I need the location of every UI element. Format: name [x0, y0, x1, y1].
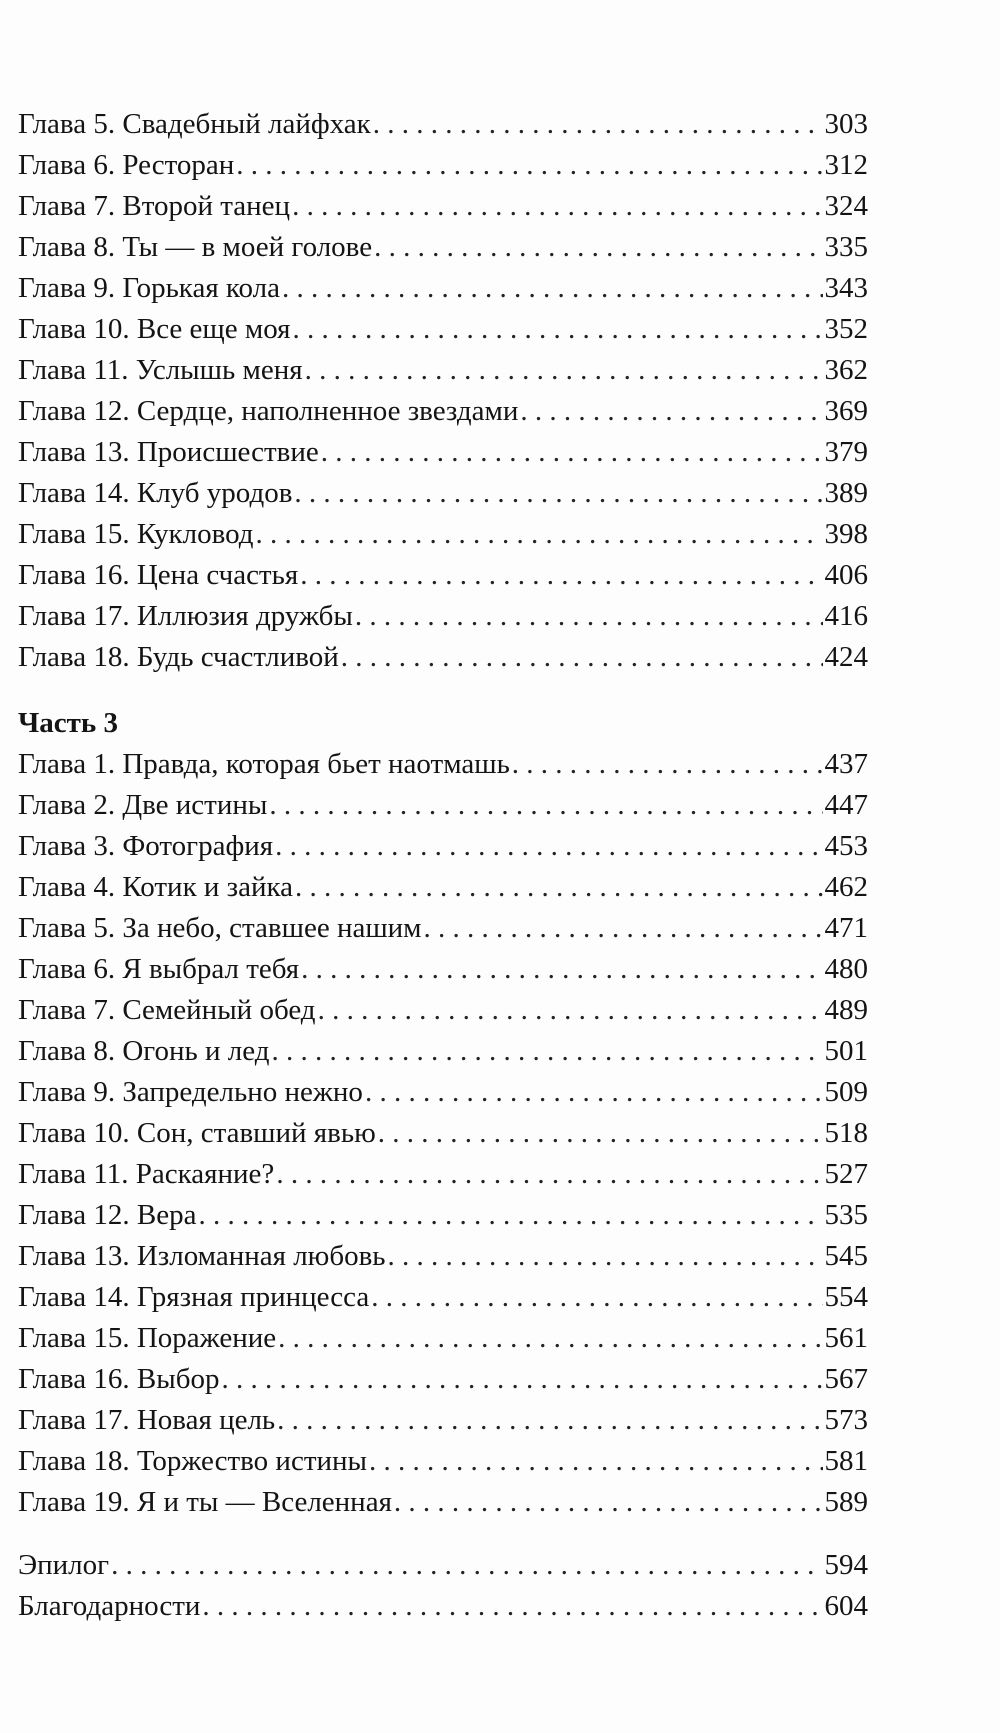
chapter-title: Глава 6. Ресторан [18, 149, 235, 181]
page-number: 561 [824, 1322, 868, 1354]
toc-row [18, 990, 868, 1031]
dot-leader [236, 145, 822, 186]
dot-leader [292, 186, 822, 227]
toc-row [18, 744, 868, 785]
page-number: 471 [824, 912, 868, 944]
chapter-title: Глава 19. Я и ты — Вселенная [18, 1486, 392, 1518]
chapter-title: Глава 9. Запредельно нежно [18, 1076, 363, 1108]
chapter-title: Глава 5. За небо, ставшее нашим [18, 912, 422, 944]
chapter-title: Глава 2. Две истины [18, 789, 268, 821]
page-number: 379 [824, 436, 868, 468]
toc-row-acknowledgements [18, 1586, 868, 1627]
toc-row [18, 514, 868, 555]
chapter-title: Глава 7. Семейный обед [18, 994, 316, 1026]
page-number: 581 [824, 1445, 868, 1477]
page-number: 589 [824, 1486, 868, 1518]
dot-leader [293, 309, 823, 350]
dot-leader [369, 1441, 822, 1482]
dot-leader [300, 555, 822, 596]
page-number: 554 [824, 1281, 868, 1313]
page-number: 604 [824, 1590, 868, 1622]
dot-leader [305, 350, 823, 391]
chapter-title: Глава 9. Горькая кола [18, 272, 280, 304]
dot-leader [277, 1400, 822, 1441]
chapter-title: Глава 16. Цена счастья [18, 559, 299, 591]
toc-row [18, 309, 868, 350]
page-number: 453 [824, 830, 868, 862]
chapter-title: Глава 14. Клуб уродов [18, 477, 293, 509]
chapter-title: Глава 17. Иллюзия дружбы [18, 600, 353, 632]
toc-row [18, 867, 868, 908]
dot-leader [394, 1482, 823, 1523]
page-number: 573 [824, 1404, 868, 1436]
part-heading: Часть 3 [18, 707, 118, 739]
dot-leader [271, 1031, 822, 1072]
dot-leader [275, 826, 822, 867]
page-number: 462 [824, 871, 868, 903]
page-number: 489 [824, 994, 868, 1026]
page-number: 416 [824, 600, 868, 632]
toc-row [18, 555, 868, 596]
dot-leader [278, 1318, 822, 1359]
toc-row [18, 227, 868, 268]
page-number: 545 [824, 1240, 868, 1272]
dot-leader [424, 908, 823, 949]
chapter-title: Глава 11. Раскаяние? [18, 1158, 275, 1190]
chapter-title: Глава 8. Ты — в моей голове [18, 231, 373, 263]
toc-row [18, 432, 868, 473]
page-number: 398 [824, 518, 868, 550]
toc-row [18, 1031, 868, 1072]
toc-row [18, 1236, 868, 1277]
chapter-title: Глава 17. Новая цель [18, 1404, 276, 1436]
toc-row [18, 1277, 868, 1318]
toc-row [18, 1400, 868, 1441]
chapter-title: Глава 8. Огонь и лед [18, 1035, 270, 1067]
chapter-title: Глава 3. Фотография [18, 830, 274, 862]
page-number: 406 [824, 559, 868, 591]
dot-leader [256, 514, 823, 555]
page-number: 594 [824, 1549, 868, 1581]
dot-leader [198, 1195, 822, 1236]
chapter-title: Глава 7. Второй танец [18, 190, 291, 222]
dot-leader [221, 1359, 822, 1400]
page-number: 324 [824, 190, 868, 222]
toc-end-matter [18, 1545, 868, 1627]
toc-row [18, 1441, 868, 1482]
toc-row [18, 1154, 868, 1195]
dot-leader [378, 1113, 823, 1154]
chapter-title: Глава 10. Все еще моя [18, 313, 291, 345]
toc-row [18, 1359, 868, 1400]
toc-row [18, 785, 868, 826]
dot-leader [295, 867, 822, 908]
toc-row [18, 949, 868, 990]
toc-row [18, 104, 868, 145]
page-number: 389 [824, 477, 868, 509]
page-number: 480 [824, 953, 868, 985]
chapter-title: Глава 14. Грязная принцесса [18, 1281, 370, 1313]
dot-leader [294, 473, 822, 514]
page-number: 535 [824, 1199, 868, 1231]
chapter-title: Глава 16. Выбор [18, 1363, 220, 1395]
chapter-title: Глава 12. Вера [18, 1199, 197, 1231]
dot-leader [512, 744, 823, 785]
chapter-title: Глава 15. Поражение [18, 1322, 277, 1354]
page-number: 312 [824, 149, 868, 181]
toc-row [18, 908, 868, 949]
chapter-title: Глава 4. Котик и зайка [18, 871, 294, 903]
toc-row [18, 145, 868, 186]
dot-leader [365, 1072, 823, 1113]
chapter-title: Глава 13. Происшествие [18, 436, 319, 468]
dot-leader [520, 391, 822, 432]
page-number: 424 [824, 641, 868, 673]
chapter-title: Глава 15. Кукловод [18, 518, 254, 550]
toc-row [18, 1072, 868, 1113]
dot-leader [282, 268, 823, 309]
page-number: 335 [824, 231, 868, 263]
dot-leader [301, 949, 822, 990]
toc-row [18, 268, 868, 309]
dot-leader [341, 637, 823, 678]
toc-row [18, 1318, 868, 1359]
dot-leader [276, 1154, 822, 1195]
toc-row [18, 826, 868, 867]
chapter-title: Глава 10. Сон, ставший явью [18, 1117, 376, 1149]
dot-leader [371, 1277, 822, 1318]
page-number: 369 [824, 395, 868, 427]
page-number: 567 [824, 1363, 868, 1395]
page-number: 501 [824, 1035, 868, 1067]
toc-row-epilogue [18, 1545, 868, 1586]
page-number: 362 [824, 354, 868, 386]
toc-row [18, 1482, 868, 1523]
chapter-title: Глава 1. Правда, которая бьет наотмашь [18, 748, 510, 780]
toc-row [18, 596, 868, 637]
toc-row [18, 1195, 868, 1236]
page-number: 447 [824, 789, 868, 821]
chapter-title: Глава 12. Сердце, наполненное звездами [18, 395, 519, 427]
page-number: 518 [824, 1117, 868, 1149]
page-number: 352 [824, 313, 868, 345]
chapter-title: Глава 18. Будь счастливой [18, 641, 339, 673]
toc-part2-tail [18, 104, 868, 678]
dot-leader [202, 1586, 822, 1627]
toc-part3 [18, 744, 868, 1523]
section-title: Эпилог [18, 1549, 110, 1581]
chapter-title: Глава 6. Я выбрал тебя [18, 953, 300, 985]
toc-row [18, 637, 868, 678]
dot-leader [373, 104, 823, 145]
dot-leader [321, 432, 823, 473]
chapter-title: Глава 18. Торжество истины [18, 1445, 368, 1477]
toc-row [18, 473, 868, 514]
section-title: Благодарности [18, 1590, 201, 1622]
page-number: 303 [824, 108, 868, 140]
toc-row [18, 350, 868, 391]
dot-leader [318, 990, 823, 1031]
dot-leader [355, 596, 823, 637]
toc-row [18, 1113, 868, 1154]
chapter-title: Глава 13. Изломанная любовь [18, 1240, 386, 1272]
toc-row [18, 186, 868, 227]
chapter-title: Глава 11. Услышь меня [18, 354, 303, 386]
page-number: 437 [824, 748, 868, 780]
dot-leader [269, 785, 822, 826]
page-number: 527 [824, 1158, 868, 1190]
dot-leader [111, 1545, 822, 1586]
toc-row [18, 391, 868, 432]
chapter-title: Глава 5. Свадебный лайфхак [18, 108, 371, 140]
page-number: 343 [824, 272, 868, 304]
page-number: 509 [824, 1076, 868, 1108]
dot-leader [374, 227, 822, 268]
dot-leader [388, 1236, 823, 1277]
